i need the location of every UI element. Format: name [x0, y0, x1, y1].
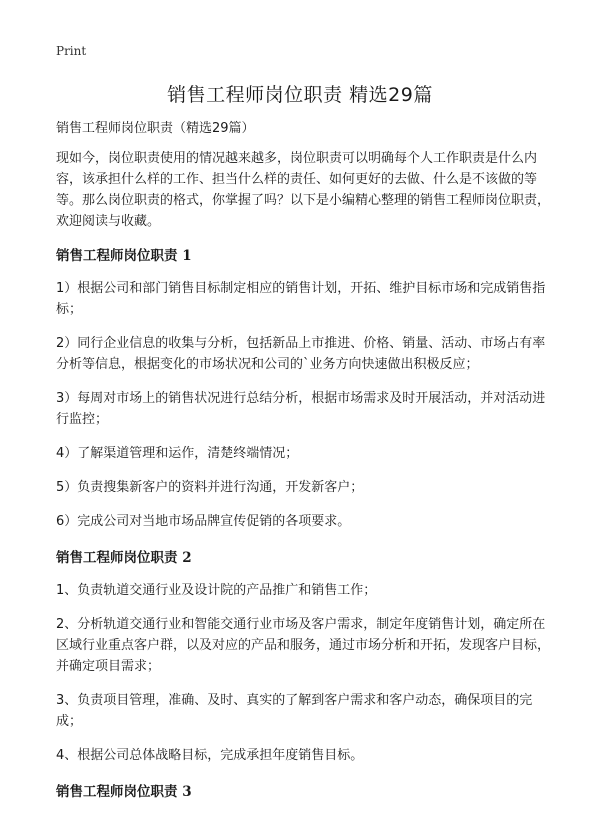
list-item: 1）根据公司和部门销售目标制定相应的销售计划，开拓、维护目标市场和完成销售指标； [56, 281, 546, 317]
list-item: 6）完成公司对当地市场品牌宣传促销的各项要求。 [56, 514, 351, 529]
document-title: 销售工程师岗位职责 精选29篇 [167, 84, 433, 106]
list-item: 1、负责轨道交通行业及设计院的产品推广和销售工作； [56, 583, 377, 598]
print-link[interactable]: Print [56, 44, 87, 58]
list-item: 5）负责搜集新客户的资料并进行沟通，开发新客户； [56, 480, 364, 495]
list-item: 2）同行企业信息的收集与分析，包括新品上市推进、价格、销量、活动、市场占有率分析等信息，根据变化的市场状况和公司的`业务方向快速做出积极反应； [56, 336, 546, 372]
section-heading: 销售工程师岗位职责 3 [56, 784, 192, 800]
list-item: 2、分析轨道交通行业和智能交通行业市场及客户需求，制定年度销售计划，确定所在区域行业重点客户群，以及对应的产品和服务，通过市场分析和开拓，发现客户目标，并确定项目需求； [56, 617, 551, 674]
intro-paragraph: 现如今，岗位职责使用的情况越来越多，岗位职责可以明确每个人工作职责是什么内容，该承担什么样的工作、担当什么样的责任、如何更好的去做、什么是不该做的等等。那么岗位职责的格式，你掌握了吗？以下是小编精心整理的销售工程师岗位职责，欢迎阅读与收藏。 [56, 151, 551, 229]
section-2 [56, 548, 550, 766]
document-body [56, 118, 550, 814]
document-subtitle: 销售工程师岗位职责（精选29篇） [56, 121, 255, 136]
section-heading: 销售工程师岗位职责 2 [56, 550, 192, 566]
section-3 [56, 782, 550, 802]
list-item: 4）了解渠道管理和运作，清楚终端情况； [56, 446, 299, 461]
list-item: 3、负责项目管理，准确、及时、真实的了解到客户需求和客户动态，确保项目的完成； [56, 693, 533, 729]
list-item: 3）每周对市场上的销售状况进行总结分析，根据市场需求及时开展活动，并对活动进行监控； [56, 391, 546, 427]
list-item: 4、根据公司总体战略目标，完成承担年度销售目标。 [56, 748, 364, 763]
section-1 [56, 246, 550, 532]
section-heading: 销售工程师岗位职责 1 [56, 248, 192, 264]
